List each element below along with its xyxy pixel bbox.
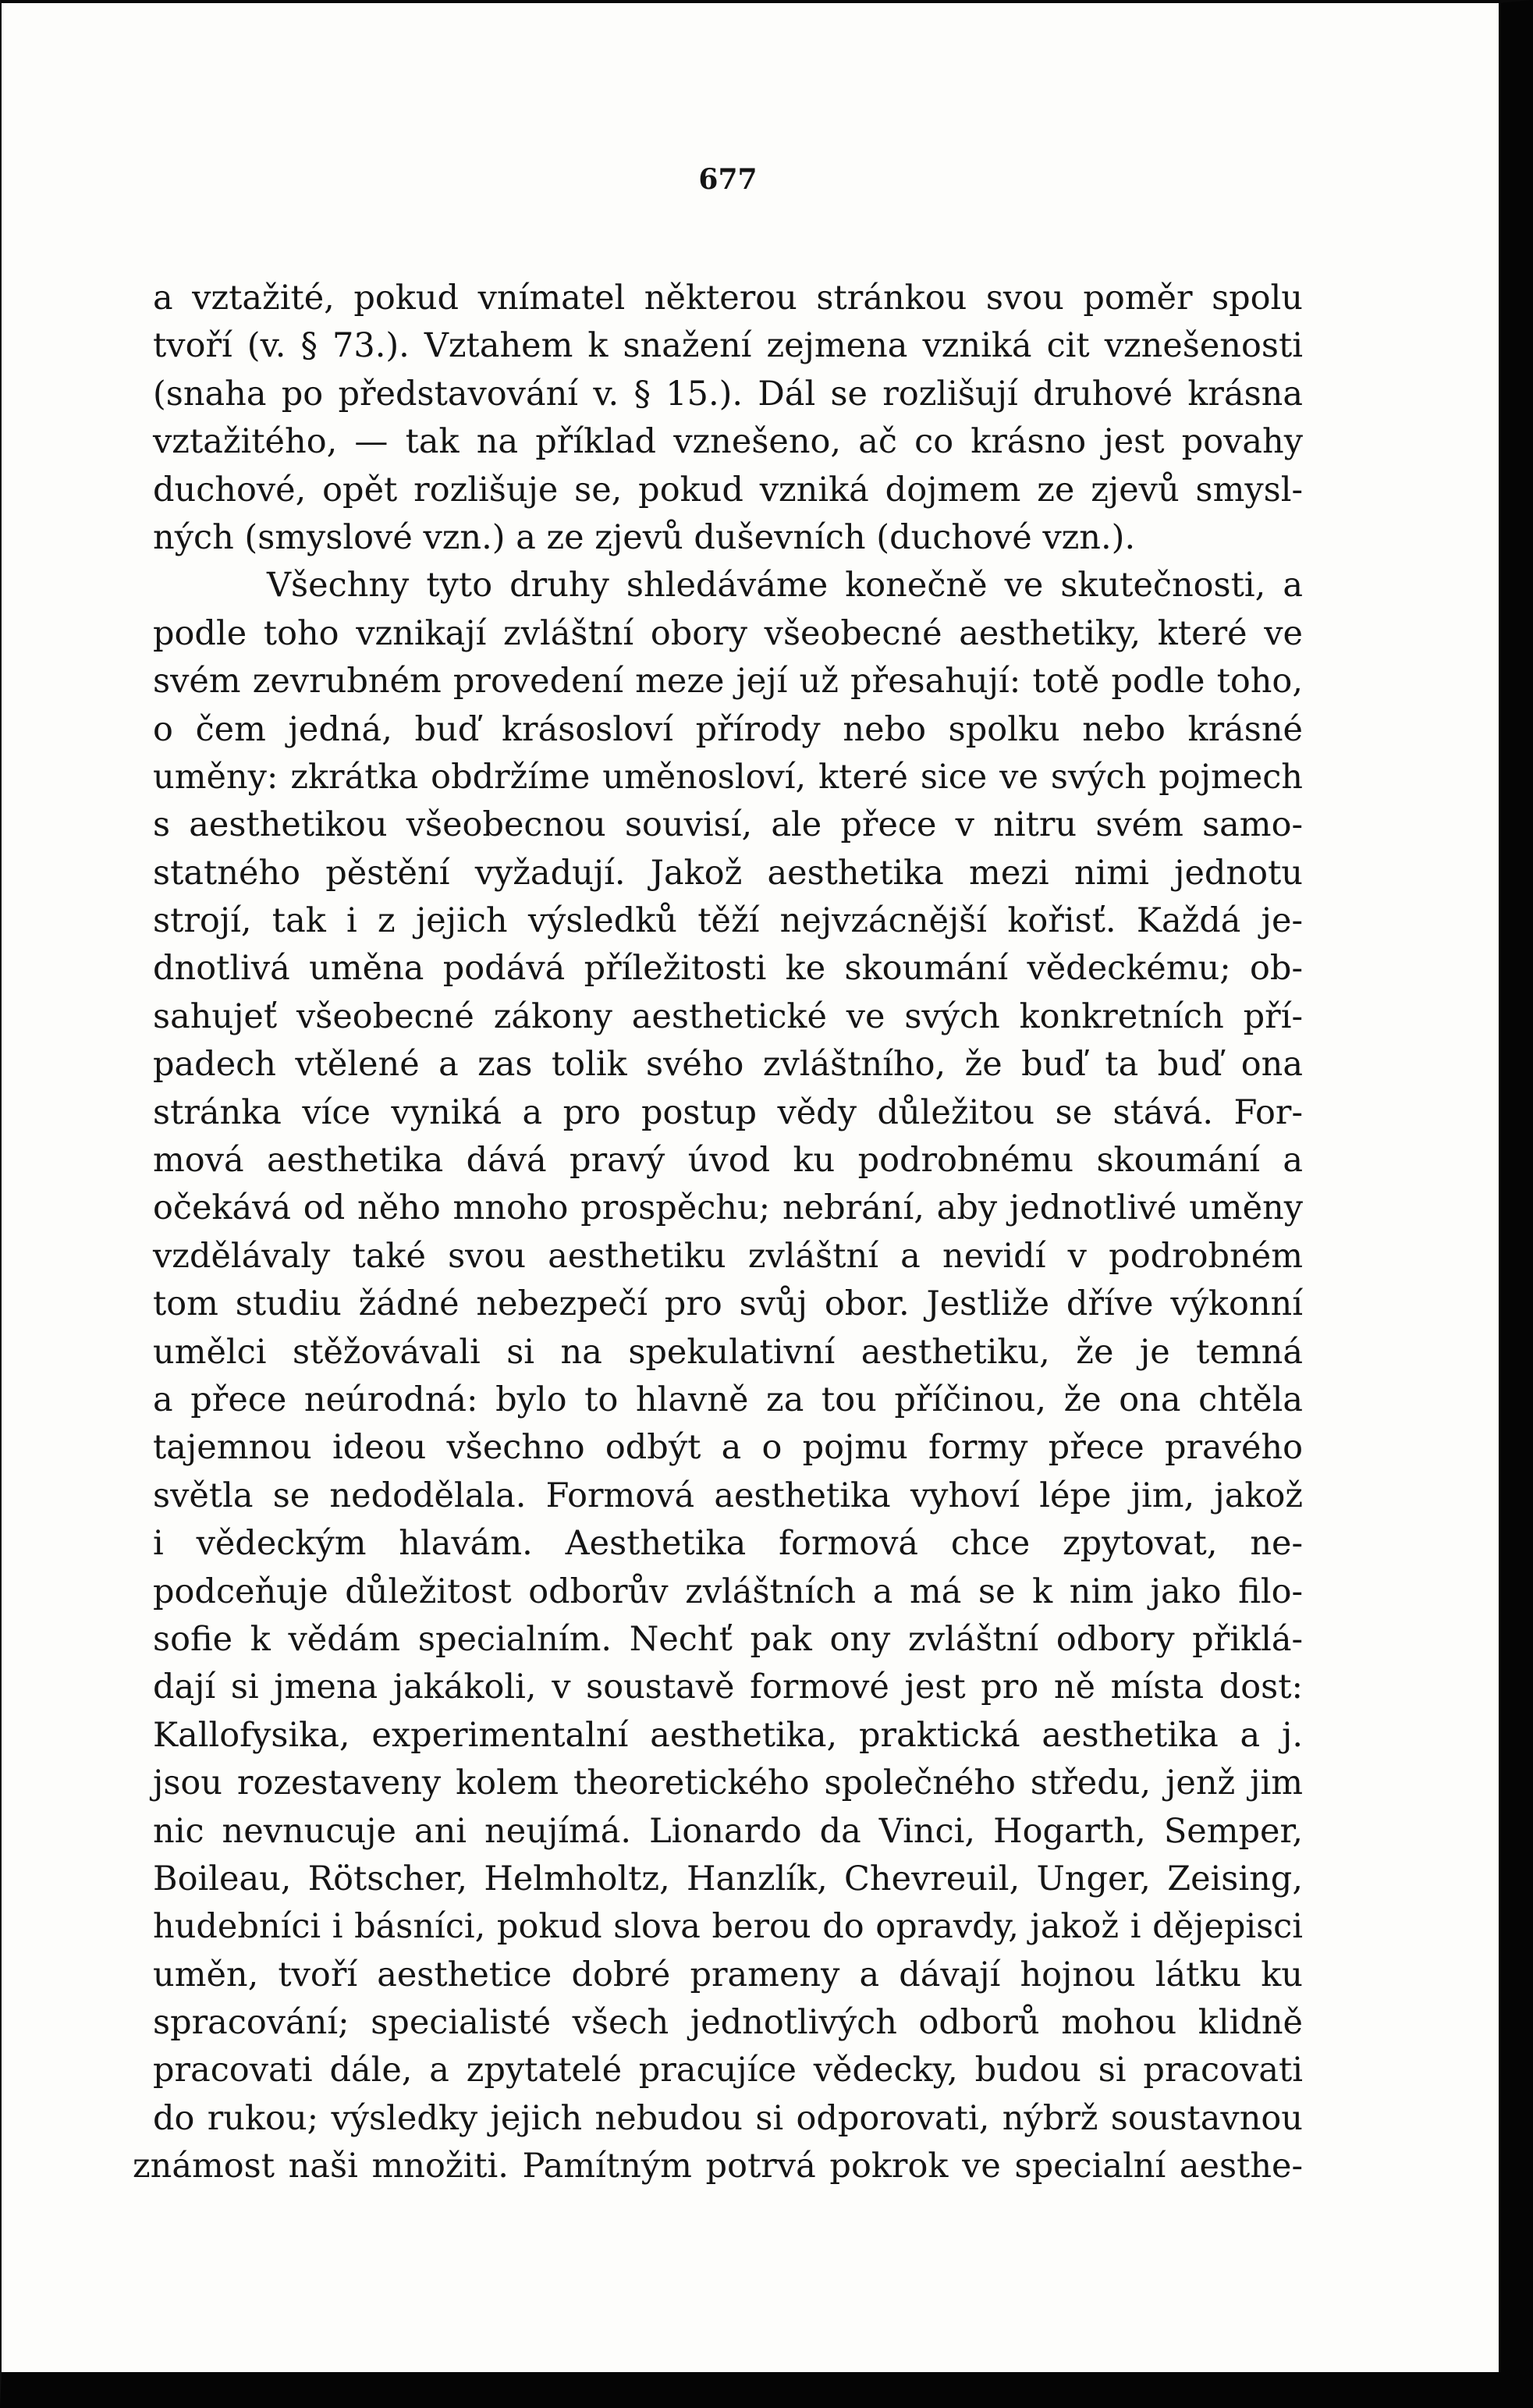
text-line: jsou rozestaveny kolem theoretického společného středu, jenž jim	[153, 1763, 1303, 1803]
text-line: i vědeckým hlavám. Aesthetika formová chce zpytovat, ne-	[153, 1524, 1303, 1564]
text-line: tom studiu žádné nebezpečí pro svůj obor. Jestliže dříve výkonní	[153, 1284, 1303, 1324]
text-line: strojí, tak i z jejich výsledků těží nejvzácnější kořisť. Každá je-	[153, 901, 1303, 941]
text-line: vzdělávaly také svou aesthetiku zvláštní a nevidí v podrobném	[153, 1236, 1303, 1276]
text-line: statného pěstění vyžadují. Jakož aesthetika mezi nimi jednotu	[153, 853, 1303, 893]
text-line: sahujeť všeobecné zákony aesthetické ve svých konkretních pří-	[153, 996, 1303, 1036]
text-line: dají si jmena jakákoli, v soustavě formové jest pro ně místa dost:	[153, 1667, 1303, 1707]
text-line: (snaha po představování v. § 15.). Dál se rozlišují druhové krásna	[153, 374, 1303, 414]
text-line: Kallofysika, experimentalní aesthetika, praktická aesthetika a j.	[153, 1715, 1303, 1755]
text-line: nic nevnucuje ani neujímá. Lionardo da Vinci, Hogarth, Semper,	[153, 1811, 1303, 1851]
text-line: stránka více vyniká a pro postup vědy důležitou se stává. For-	[153, 1092, 1303, 1132]
text-line: Všechny tyto druhy shledáváme konečně ve skutečnosti, a	[267, 566, 1303, 606]
text-line: podle toho vznikají zvláštní obory všeobecné aesthetiky, které ve	[153, 613, 1303, 653]
text-line: uměny: zkrátka obdržíme uměnosloví, které sice ve svých pojmech	[153, 757, 1303, 797]
text-line: tajemnou ideou všechno odbýt a o pojmu formy přece pravého	[153, 1428, 1303, 1468]
text-line: sofie k vědám specialním. Nechť pak ony zvláštní odbory přiklá-	[153, 1619, 1303, 1659]
text-line: očekává od něho mnoho prospěchu; nebrání, aby jednotlivé uměny	[153, 1188, 1303, 1228]
book-page	[133, 148, 1303, 2191]
text-line: spracování; specialisté všech jednotlivých odborů mohou klidně	[153, 2003, 1303, 2043]
text-line: do rukou; výsledky jejich nebudou si odporovati, nýbrž soustavnou	[153, 2098, 1303, 2138]
text-line: dnotlivá uměna podává příležitosti ke skoumání vědeckému; ob-	[153, 949, 1303, 989]
body-text	[133, 275, 1303, 2191]
text-line: vztažitého, — tak na příklad vznešeno, ač co krásno jest povahy	[153, 422, 1303, 462]
text-line: umělci stěžovávali si na spekulativní aesthetiku, že je temná	[153, 1332, 1303, 1372]
text-line: s aesthetikou všeobecnou souvisí, ale přece v nitru svém samo-	[153, 805, 1303, 845]
text-line: uměn, tvoří aesthetice dobré prameny a dávají hojnou látku ku	[153, 1955, 1303, 1994]
page-number: 677	[698, 163, 758, 196]
text-line: svém zevrubném provedení meze její už přesahují: totě podle toho,	[153, 662, 1303, 701]
text-line: duchové, opět rozlišuje se, pokud vzniká dojmem ze zjevů smysl-	[153, 470, 1303, 510]
text-line: světla se nedodělala. Formová aesthetika vyhoví lépe jim, jakož	[153, 1476, 1303, 1515]
text-line: ných (smyslové vzn.) a ze zjevů duševních (duchové vzn.).	[153, 517, 1136, 557]
text-line: a vztažité, pokud vnímatel některou stránkou svou poměr spolu	[153, 279, 1303, 318]
text-line: hudebníci i básníci, pokud slova berou do opravdy, jakož i dějepisci	[153, 1907, 1303, 1947]
text-line: pracovati dále, a zpytatelé pracujíce vědecky, budou si pracovati	[153, 2051, 1303, 2090]
text-line: tvoří (v. § 73.). Vztahem k snažení zejmena vzniká cit vznešenosti	[153, 326, 1303, 366]
text-line: mová aesthetika dává pravý úvod ku podrobnému skoumání a	[153, 1141, 1303, 1181]
text-line: padech vtělené a zas tolik svého zvláštního, že buď ta buď ona	[153, 1045, 1303, 1085]
text-line: podceňuje důležitost odborův zvláštních a má se k nim jako filo-	[153, 1572, 1303, 1611]
text-line: známost naši množiti. Pamítným potrvá pokrok ve specialní aesthe-	[133, 2147, 1303, 2186]
text-line: o čem jedná, buď krásosloví přírody nebo spolku nebo krásné	[153, 709, 1303, 749]
text-line: a přece neúrodná: bylo to hlavně za tou příčinou, že ona chtěla	[153, 1380, 1303, 1419]
text-line: Boileau, Rötscher, Helmholtz, Hanzlík, Chevreuil, Unger, Zeising,	[153, 1859, 1303, 1898]
